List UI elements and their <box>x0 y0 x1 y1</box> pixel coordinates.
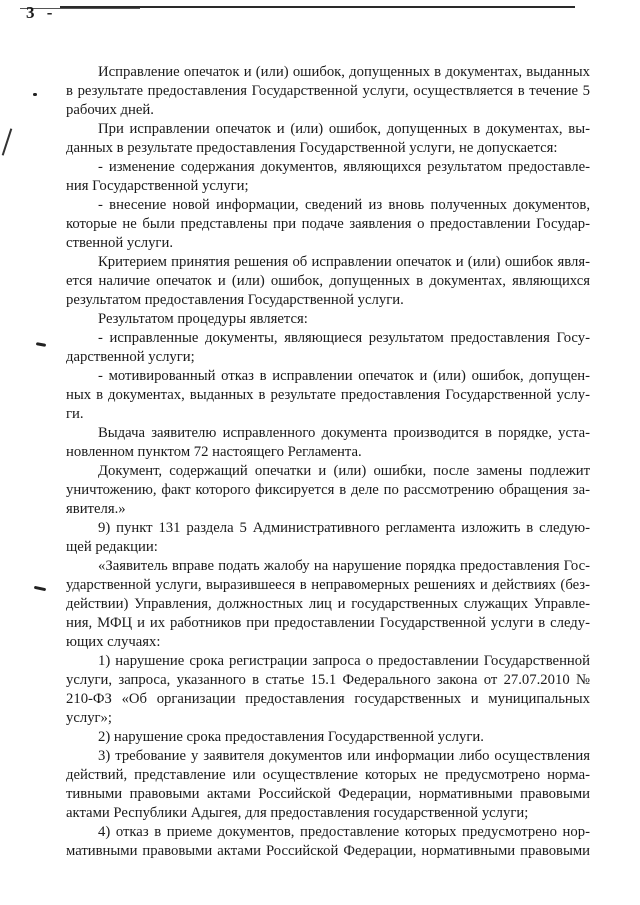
text-line: результатом предоставления Государственной услуги. <box>66 292 404 308</box>
text-line: «Заявитель вправе подать жалобу на нарушение порядка предоставления Гос- <box>98 558 590 574</box>
text-line: ния, МФЦ и их работников при предоставлении Государственной услуги в следу- <box>66 615 590 631</box>
margin-dot-mark <box>33 93 37 96</box>
margin-pen-stroke <box>2 128 13 155</box>
text-line: новленном пунктом 72 настоящего Регламента. <box>66 444 362 460</box>
text-line: Документ, содержащий опечатки и (или) ошибки, после замены подлежит <box>98 463 590 479</box>
text-line: Выдача заявителю исправленного документа производится в порядке, уста- <box>98 425 590 441</box>
text-line: ственной услуги. <box>66 235 173 251</box>
text-line: ющих случаях: <box>66 634 161 650</box>
page-number: 3 - <box>26 3 57 22</box>
text-line: 2) нарушение срока предоставления Государственной услуги. <box>98 729 484 745</box>
text-line: данных в результате предоставления Государственной услуги, не допускается: <box>66 140 558 156</box>
text-line: При исправлении опечаток и (или) ошибок, допущенных в документах, вы- <box>98 121 590 137</box>
text-line: мативными правовыми актами Российской Федерации, нормативными правовыми <box>66 843 590 859</box>
text-line: действии) Управления, должностных лиц и государственных служащих Управле- <box>66 596 590 612</box>
text-line: - исправленные документы, являющиеся результатом предоставления Госу- <box>98 330 590 346</box>
text-line: ных в документах, выданных в результате предоставления Государственной услу- <box>66 387 590 403</box>
text-line: Критерием принятия решения об исправлении опечаток и (или) ошибок явля- <box>98 254 590 270</box>
text-line: - мотивированный отказ в исправлении опечаток и (или) ошибок, допущен- <box>98 368 590 384</box>
text-line: услуг»; <box>66 710 112 726</box>
text-line: - изменение содержания документов, являющихся результатом предоставле- <box>98 159 590 175</box>
text-line: уничтожению, факт которого фиксируется в деле по рассмотрению обращения за- <box>66 482 590 498</box>
text-line: рабочих дней. <box>66 102 154 118</box>
text-line: - внесение новой информации, сведений из вновь полученных документов, <box>98 197 590 213</box>
text-line: дарственной услуги; <box>66 349 195 365</box>
text-line: 1) нарушение срока регистрации запроса о предоставлении Государственной <box>98 653 590 669</box>
text-line: 3) требование у заявителя документов или информации либо осуществления <box>98 748 590 764</box>
text-line: щей редакции: <box>66 539 158 555</box>
text-line: 9) пункт 131 раздела 5 Административного регламента изложить в следую- <box>98 520 590 536</box>
text-line: 4) отказ в приеме документов, предоставление которых предусмотрено нор- <box>98 824 590 840</box>
text-line: ударственной услуги, выразившееся в неправомерных решениях и действиях (без- <box>66 577 590 593</box>
text-line: действий, представление или осуществление которых не предусмотрено норма- <box>66 767 590 783</box>
text-line: 210-ФЗ «Об организации предоставления государственных и муниципальных <box>66 691 590 707</box>
margin-dash-mark <box>34 586 46 591</box>
text-line: Результатом процедуры является: <box>98 311 308 327</box>
text-line: ги. <box>66 406 84 422</box>
text-line: явителя.» <box>66 501 126 517</box>
text-line: тивными правовыми актами Российской Федерации, нормативными правовыми <box>66 786 590 802</box>
margin-dash-mark <box>36 342 46 347</box>
text-line: Исправление опечаток и (или) ошибок, допущенных в документах, выданных <box>98 64 590 80</box>
text-line: актами Республики Адыгея, для предоставления государственной услуги; <box>66 805 529 821</box>
text-line: ется наличие опечаток и (или) ошибок, допущенных в документах, являющихся <box>66 273 590 289</box>
text-line: которые не были представлены при подаче заявления о предоставлении Государ- <box>66 216 590 232</box>
text-line: в результате предоставления Государственной услуги, осуществляется в течение 5 <box>66 83 590 99</box>
text-line: ния Государственной услуги; <box>66 178 249 194</box>
document-body <box>66 63 590 861</box>
text-line: услуги, запроса, указанного в статье 15.1 Федерального закона от 27.07.2010 № <box>66 672 590 688</box>
